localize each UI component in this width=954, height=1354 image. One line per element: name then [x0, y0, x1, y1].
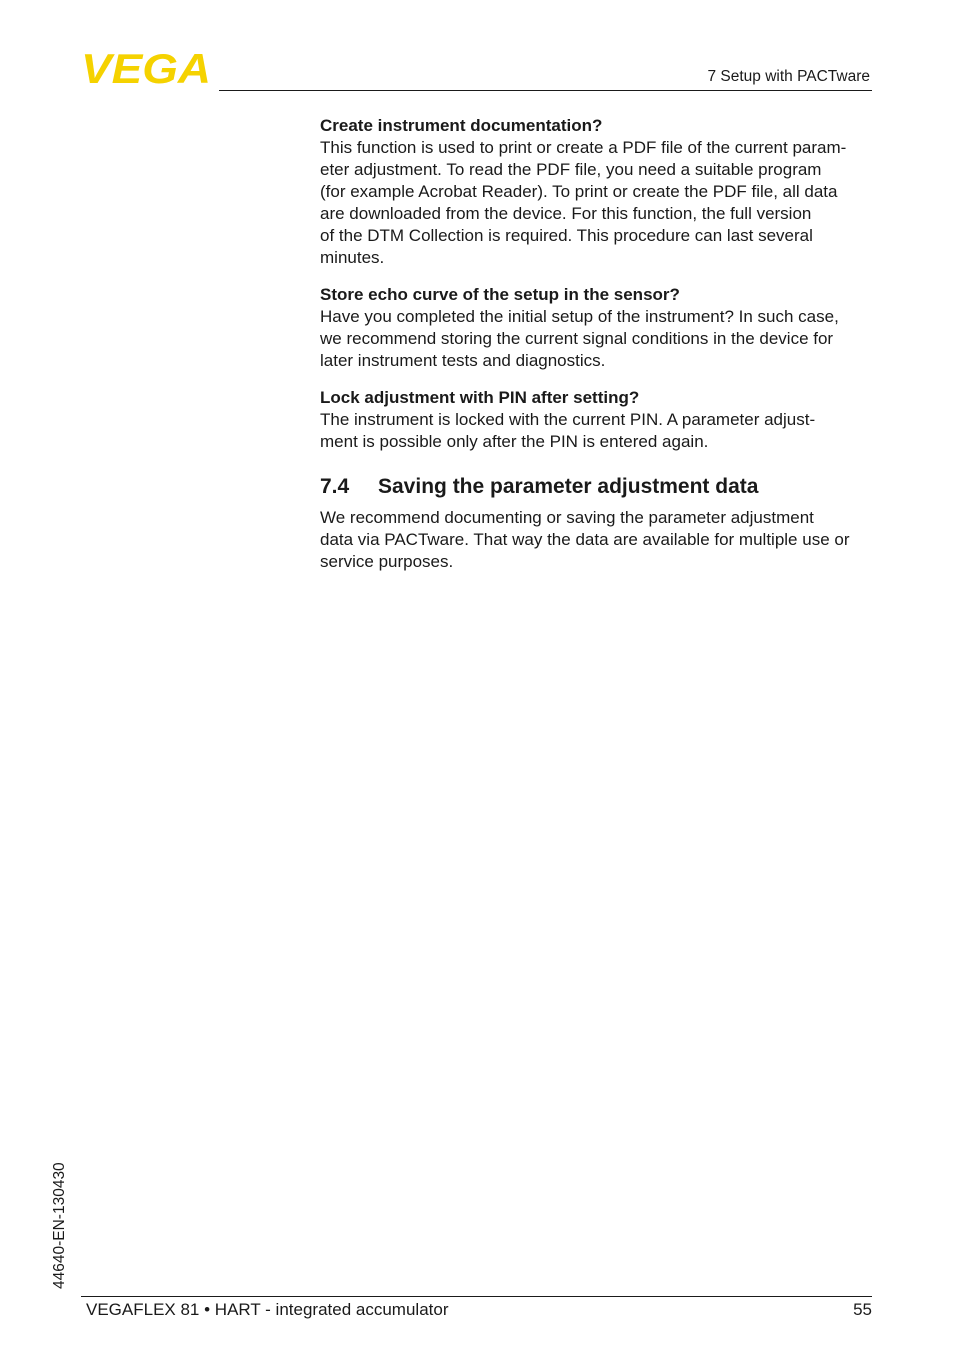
header-section-title: 7 Setup with PACTware [707, 68, 870, 85]
section-number: 7.4 [320, 475, 350, 498]
block-lock-adjustment [320, 387, 876, 453]
text-line: we recommend storing the current signal conditions in the device for [320, 329, 834, 348]
block-body [320, 409, 876, 453]
block-body [320, 137, 876, 269]
section-title: Saving the parameter adjustment data [378, 475, 759, 498]
section-saving-data [320, 474, 876, 573]
section-body [320, 507, 876, 573]
text-line: The instrument is locked with the current PIN. A parameter adjust- [320, 410, 816, 429]
block-store-echo-curve [320, 284, 876, 372]
footer-rule [81, 1296, 872, 1297]
vega-logo [81, 51, 213, 85]
section-heading [320, 474, 876, 500]
text-line: Have you completed the initial setup of the instrument? In such case, [320, 307, 839, 326]
text-line: minutes. [320, 248, 385, 267]
text-line: of the DTM Collection is required. This procedure can last several [320, 226, 813, 245]
footer-product: VEGAFLEX 81 • HART - integrated accumulator [86, 1300, 449, 1319]
text-line: service purposes. [320, 552, 454, 571]
page-number: 55 [853, 1300, 872, 1319]
text-line: ment is possible only after the PIN is entered again. [320, 432, 709, 451]
block-heading: Store echo curve of the setup in the sensor? [320, 285, 680, 304]
text-line: This function is used to print or create a PDF file of the current param- [320, 138, 847, 157]
main-content [320, 115, 876, 573]
text-line: are downloaded from the device. For this function, the full version [320, 204, 812, 223]
text-line: data via PACTware. That way the data are available for multiple use or [320, 530, 850, 549]
block-create-documentation [320, 115, 876, 269]
text-line: (for example Acrobat Reader). To print or create the PDF file, all data [320, 182, 838, 201]
vega-logo-text: VEGA [81, 51, 211, 85]
block-body [320, 306, 876, 372]
text-line: later instrument tests and diagnostics. [320, 351, 606, 370]
text-line: eter adjustment. To read the PDF file, you need a suitable program [320, 160, 822, 179]
block-heading: Create instrument documentation? [320, 116, 603, 135]
text-line: We recommend documenting or saving the parameter adjustment [320, 508, 814, 527]
document-id: 44640-EN-130430 [51, 1162, 68, 1289]
block-heading: Lock adjustment with PIN after setting? [320, 388, 640, 407]
header-rule [219, 90, 872, 91]
